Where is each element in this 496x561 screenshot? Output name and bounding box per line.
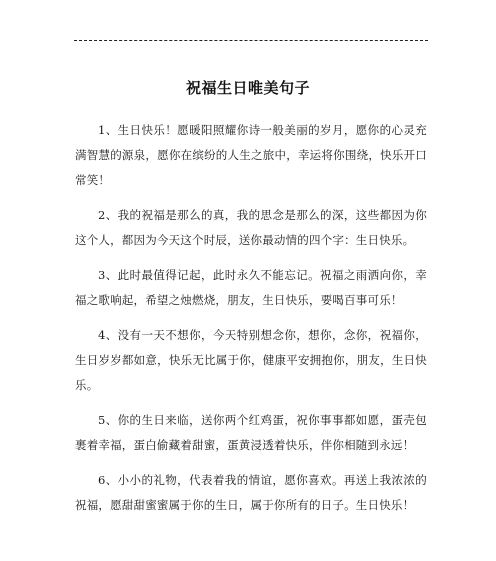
paragraph-2: 2、我的祝福是那么的真，我的思念是那么的深，这些都因为你这个人，都因为今天这个时辰，送你最动情的四个字：生日快乐。 bbox=[75, 208, 427, 247]
paragraph-5: 5、你的生日来临，送你两个红鸡蛋，祝你事事都如愿，蛋壳包裹着幸福，蛋白偷藏着甜蜜，蛋黄浸透着快乐，伴你相随到永远！ bbox=[75, 413, 427, 452]
paragraph-6: 6、小小的礼物，代表着我的情谊，愿你喜欢。再送上我浓浓的祝福，愿甜甜蜜蜜属于你的生日，属于你所有的日子。生日快乐！ bbox=[75, 473, 427, 512]
paragraph-1: 1、生日快乐！愿暖阳照耀你诗一般美丽的岁月，愿你的心灵充满智慧的源泉，愿你在缤纷的人生之旅中，幸运将你围绕，快乐开口常笑！ bbox=[75, 123, 427, 187]
paragraph-4: 4、没有一天不想你，今天特别想念你，想你，念你，祝福你，生日岁岁都如意，快乐无比属于你，健康平安拥抱你，朋友，生日快乐。 bbox=[75, 328, 427, 392]
paragraph-3: 3、此时最值得记起，此时永久不能忘记。祝福之雨洒向你，幸福之歌响起，希望之烛燃烧，朋友，生日快乐，要喝百事可乐！ bbox=[75, 268, 427, 307]
document-body bbox=[75, 118, 427, 528]
header-separator bbox=[74, 40, 428, 41]
document-title: 祝福生日唯美句子 bbox=[185, 79, 310, 97]
